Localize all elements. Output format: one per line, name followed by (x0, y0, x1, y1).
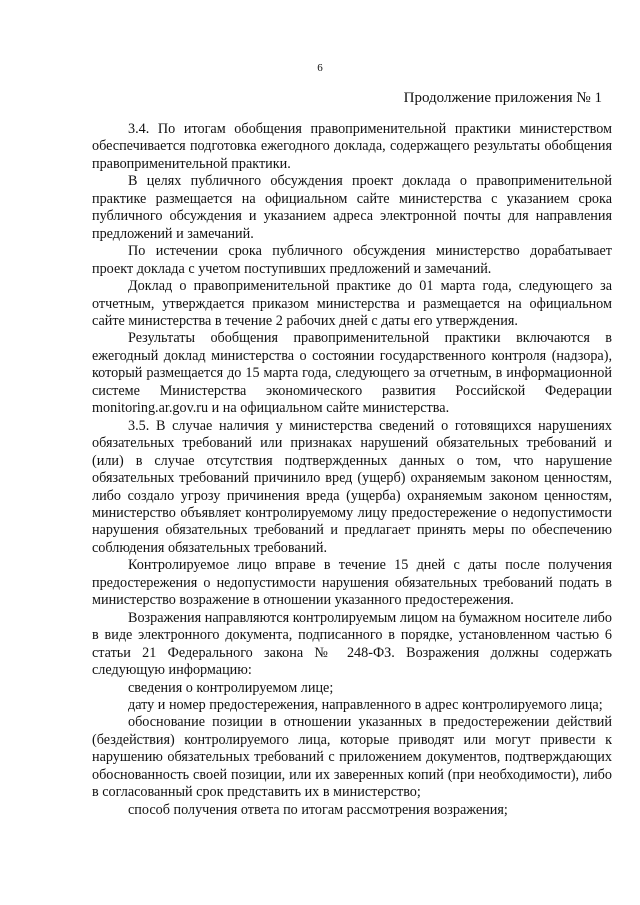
list-item-warning-date-number: дату и номер предостережения, направленного в адрес контролируемого лица; (128, 696, 603, 713)
paragraph-annual-report: Результаты обобщения правоприменительной практики включаются в ежегодный доклад министерства о состоянии государственного контроля (надзора), который размещается до 15 марта года, следующего за отчетным, в информационной системе Министерства экономического развития Российской Федерации monitoring.ar.gov.ru и на официальном сайте министерства. (92, 330, 612, 417)
list-item-controlled-person-info: сведения о контролируемом лице; (128, 679, 334, 696)
paragraph-3-4: 3.4. По итогам обобщения правоприменительной практики министерством обеспечивается подготовка ежегодного доклада, содержащего результаты обобщения правоприменительной практики. (92, 121, 612, 172)
paragraph-report-approval: Доклад о правоприменительной практике до 01 марта года, следующего за отчетным, утверждается приказом министерства и размещается на официальном сайте министерства в течение 2 рабочих дней с даты его утверждения. (92, 278, 612, 329)
paragraph-objection-form: Возражения направляются контролируемым лицом на бумажном носителе либо в виде электронного документа, подписанного в порядке, установленном частью 6 статьи 21 Федерального закона № 248-ФЗ. Возражения должны содержать следующую информацию: (92, 609, 612, 679)
list-item-response-method: способ получения ответа по итогам рассмотрения возражения; (128, 801, 508, 818)
page-number: 6 (317, 62, 323, 74)
paragraph-finalization: По истечении срока публичного обсуждения министерство дорабатывает проект доклада с учетом поступивших предложений и замечаний. (92, 243, 612, 277)
paragraph-objection-right: Контролируемое лицо вправе в течение 15 дней с даты после получения предостережения о недопустимости нарушения обязательных требований подать в министерство возражение в отношении указанного предостережения. (92, 557, 612, 609)
list-item-justification: обоснование позиции в отношении указанных в предостережении действий (бездействия) контролируемого лица, которые приводят или могут привести к нарушению обязательных требований с приложением документов, подтверждающих обоснованность своей позиции, или их заверенных копий (при необходимости), либо в согласованный срок представить их в министерство; (92, 714, 612, 801)
continuation-header: Продолжение приложения № 1 (403, 90, 602, 106)
document-body (92, 121, 612, 819)
paragraph-3-5: 3.5. В случае наличия у министерства сведений о готовящихся нарушениях обязательных требований или признаках нарушений обязательных требований и (или) в случае отсутствия подтвержденных данных о том, что нарушение обязательных требований причинило вред (ущерб) охраняемым законом ценностям, либо создало угрозу причинения вреда (ущерба) охраняемым законом ценностям, министерство объявляет контролируемому лицу предостережение о недопустимости нарушения обязательных требований и предлагает принять меры по обеспечению соблюдения обязательных требований. (92, 417, 612, 556)
paragraph-public-discussion: В целях публичного обсуждения проект доклада о правоприменительной практике размещается на официальном сайте министерства с указанием срока публичного обсуждения и указанием адреса электронной почты для направления предложений и замечаний. (92, 173, 612, 242)
